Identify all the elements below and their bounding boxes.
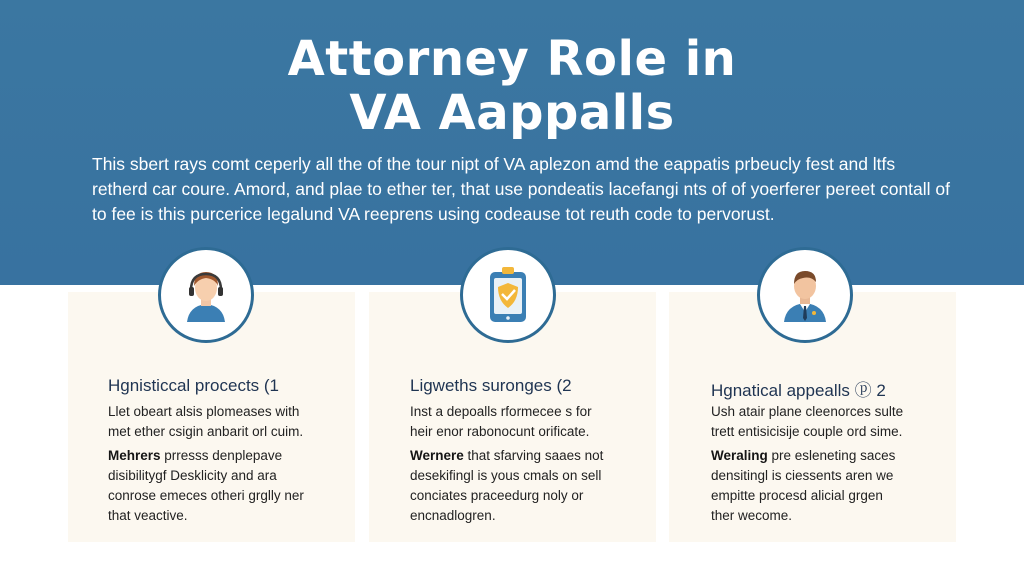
- card-3-p2-line-1: [711, 446, 895, 466]
- headset-person-icon: [158, 247, 254, 343]
- card-2-p2-line-3: conciates praceedurg noly or: [410, 488, 584, 503]
- title-line-1: Attorney Role in: [287, 31, 737, 87]
- card-3-title: Hgnatical appealls ⓟ 2: [711, 381, 886, 400]
- card-2-p2-line-4: encnadlogren.: [410, 508, 496, 523]
- card-1-p2-line-1: [108, 446, 304, 466]
- card-1-p2-line-4: that veactive.: [108, 508, 188, 523]
- card-1-p2-line-1-rest: prresss denplepave: [160, 448, 283, 463]
- card-1-p1-line-1: Llet obeart alsis plomeases with: [108, 404, 300, 419]
- card-3-p2-line-3: empitte procesd alicial grgen: [711, 488, 883, 503]
- intro-line-2: retherd car coure. Amord, and plae to ether ter, that use pondeatis lacefangi nts of of yoerferer pereet contall of: [92, 179, 951, 199]
- card-2-paragraph-1: [410, 402, 592, 442]
- tablet-shield-icon: [460, 247, 556, 343]
- lawyer-person-icon: [757, 247, 853, 343]
- card-2-title: Ligweths suronges (2: [410, 376, 572, 395]
- card-2-p2-line-1-rest: that sfarving saaes not: [463, 448, 604, 463]
- card-2-p2-bold: Wernere: [410, 448, 464, 463]
- card-3-paragraph-1: [711, 402, 903, 442]
- title-line-2: VA Aappalls: [349, 85, 675, 141]
- card-3-p2-bold: Weraling: [711, 448, 768, 463]
- card-2-p1-line-2: heir enor rabonocunt orificate.: [410, 424, 590, 439]
- card-1-paragraph-1: [108, 402, 303, 442]
- card-3-paragraph-2: [711, 446, 895, 526]
- intro-line-3: to fee is this purcerice legalund VA reeprens using codeause tot reuth code to pervorust.: [92, 204, 775, 224]
- card-1-title: Hgnisticcal procects (1: [108, 376, 280, 395]
- card-1-p2-bold: Mehrers: [108, 448, 161, 463]
- card-1-p2-line-3: conrose emeces otheri grglly ner: [108, 488, 304, 503]
- card-3-p2-line-2: densitingl is ciessents aren we: [711, 468, 894, 483]
- card-3-p1-line-1: Ush atair plane cleenorces sulte: [711, 404, 904, 419]
- card-3-p1-line-2: trett entisicisije couple ord sime.: [711, 424, 903, 439]
- card-3-p2-line-1-rest: pre esleneting saces: [767, 448, 896, 463]
- card-2-paragraph-2: [410, 446, 603, 526]
- card-1-p2-line-2: disibilitygf Desklicity and ara: [108, 468, 277, 483]
- card-3-p2-line-4: ther wecome.: [711, 508, 793, 523]
- card-1-paragraph-2: [108, 446, 304, 526]
- card-2-p2-line-1: [410, 446, 603, 466]
- hero-banner: [0, 0, 1024, 285]
- card-1-p1-line-2: met ether csigin anbarit orl cuim.: [108, 424, 304, 439]
- page-title: [0, 32, 1024, 140]
- card-2-p1-line-1: Inst a depoalls rformecee s for: [410, 404, 592, 419]
- intro-paragraph: [92, 152, 962, 227]
- card-2-p2-line-2: desekifingl is yous cmals on sell: [410, 468, 602, 483]
- intro-line-1: This sbert rays comt ceperly all the of the tour nipt of VA aplezon amd the eappatis prbeucly fest and ltfs: [92, 154, 896, 174]
